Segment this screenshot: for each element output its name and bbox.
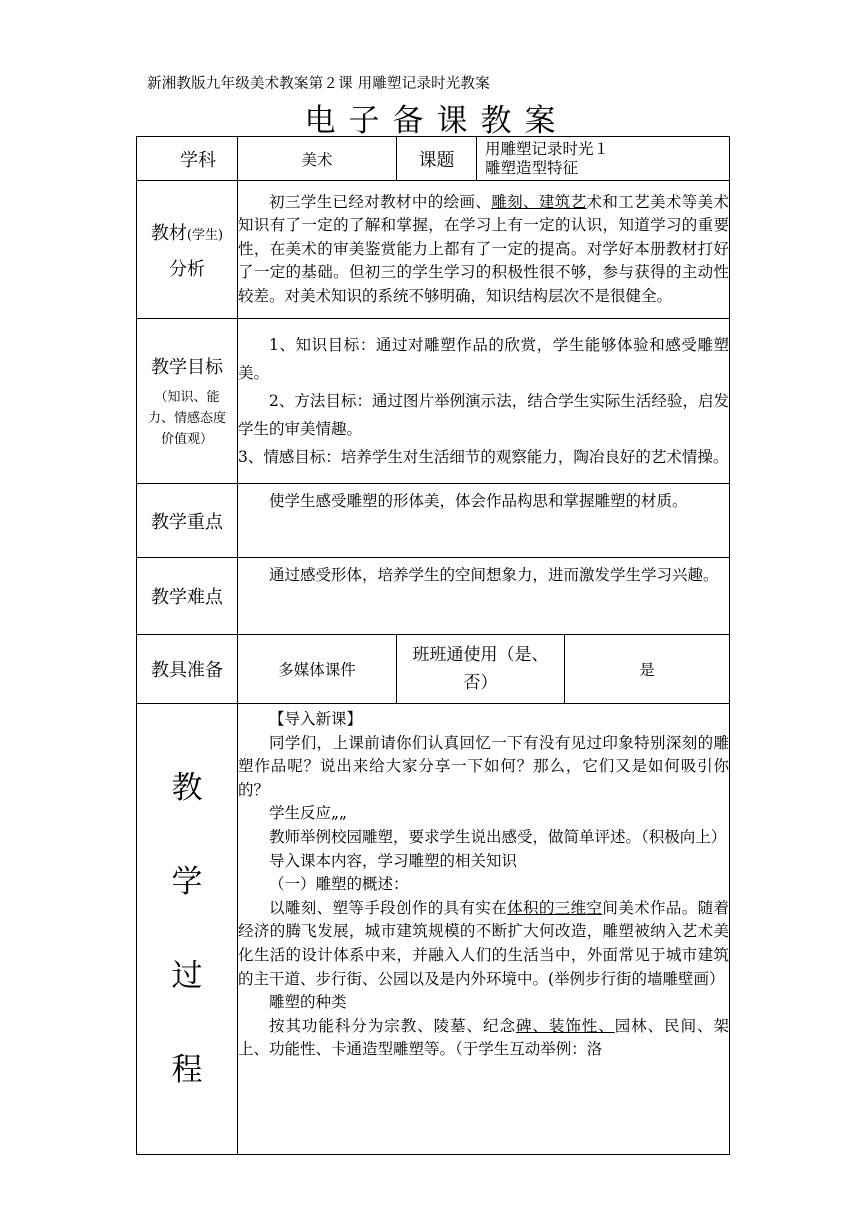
process-paragraph-2: 学生反应„„ [269, 804, 348, 823]
smart-board-label: 班班通使用（是、否） [397, 635, 565, 704]
process-paragraph-3: 教师举例校园雕塑，要求学生说出感受，做简单评述。（积极向上） [269, 827, 727, 846]
difficulty-paragraph: 通过感受形体，培养学生的空间想象力，进而激发学生学习兴趣。 [269, 566, 719, 584]
teaching-difficulty-row [137, 558, 730, 635]
subject-value: 美术 [238, 137, 397, 181]
running-header: 新湘教版九年级美术教案第２课 用雕塑记录时光教案 [147, 76, 490, 92]
teaching-goals-row [137, 319, 730, 484]
focus-paragraph: 使学生感受雕塑的形体美，体会作品构思和掌握雕塑的材质。 [269, 492, 688, 510]
goals-note-2: 力、情感态度 [147, 410, 226, 426]
goals-note-3: 价值观） [160, 431, 213, 447]
teaching-focus-row [137, 484, 730, 558]
document-title: 电子备课教案 [304, 103, 569, 139]
intro-heading: 【导入新课】 [269, 710, 363, 728]
process-char-2: 学 [171, 864, 203, 900]
process-paragraph-1: 同学们，上课前请你们认真回忆一下有没有见过印象特别深刻的雕塑作品呢？说出来给大家分享一下如何？那么，它们又是如何吸引你的？ [238, 733, 730, 799]
p8-underlined: 碑、装饰性、 [515, 1016, 615, 1035]
goals-label [137, 319, 238, 484]
process-char-1: 教 [171, 770, 203, 806]
material-text-underlined: 雕刻、建筑艺 [491, 192, 587, 211]
goals-note-1: （知识、能 [154, 389, 220, 405]
material-paragraph [238, 191, 729, 309]
material-analysis-text [238, 181, 730, 319]
focus-text [238, 484, 730, 558]
process-paragraph-8 [238, 1015, 729, 1062]
material-label-main: 教材 [150, 222, 187, 244]
process-paragraph-6 [238, 897, 729, 991]
topic-label: 课题 [397, 137, 477, 181]
p6-part-b: 间美术作品。随着经济的腾飞发展，城市建筑规模的不断扩大何改造，雕塑被纳入艺术美化生活的设计体系中来，并融入人们的生活当中，外面常见于城市建筑的主干道、步行街、公园以及是内外环境中。(举例步行街的墙雕壁画） [238, 898, 730, 988]
process-char-3: 过 [171, 958, 203, 994]
goals-text [238, 319, 730, 484]
process-char-4: 程 [171, 1052, 203, 1088]
material-text-part1: 初三学生已经对教材中的绘画、 [269, 192, 492, 211]
lesson-plan-table [136, 136, 730, 1155]
process-text [238, 704, 730, 1155]
goals-label-main: 教学目标 [151, 356, 223, 378]
material-analysis-row [137, 181, 730, 319]
p8-part-b: 园林、民间、架上、功能性、卡通造型雕塑等。（于学生互动举例：洛 [238, 1016, 729, 1059]
teaching-process-row [137, 704, 730, 1155]
topic-line-2: 雕塑造型特征 [485, 158, 579, 177]
difficulty-text [238, 558, 730, 635]
process-paragraph-5: （一）雕塑的概述： [269, 875, 409, 894]
process-paragraph-4: 导入课本内容，学习雕塑的相关知识 [269, 851, 518, 870]
goal-1: 1、知识目标：通过对雕塑作品的欣赏，学生能够体验和感受雕塑美。 [238, 336, 730, 382]
material-label [137, 181, 238, 319]
difficulty-label: 教学难点 [137, 558, 238, 635]
focus-label: 教学重点 [137, 484, 238, 558]
p6-part-a: 以雕刻、塑等手段创作的具有实在 [269, 898, 508, 917]
p6-underlined: 体积的三维空 [507, 898, 603, 917]
goal-3: 3、情感目标：培养学生对生活细节的观察能力，陶冶良好的艺术情操。 [238, 448, 729, 466]
tools-label: 教具准备 [137, 635, 238, 704]
subject-label: 学科 [137, 137, 238, 181]
topic-line-1: 用雕塑记录时光１ [485, 139, 610, 158]
material-text-part2: 术和工艺美术等美术知识有了一定的了解和掌握，在学习上有一定的认识，知道学习的重要性，在美术的审美鉴赏能力上都有了一定的提高。对学好本册教材打好了一定的基础。但初三的学生学习的积极性很不够，参与获得的主动性较差。对美术知识的系统不够明确，知识结构层次不是很健全。 [238, 192, 730, 305]
material-label-paren: (学生) [186, 227, 224, 243]
subject-row [137, 137, 730, 181]
process-label [137, 704, 238, 1155]
tools-value: 多媒体课件 [238, 635, 397, 704]
goals-label-note [137, 387, 237, 450]
p8-part-a: 按其功能科分为宗教、陵墓、纪念 [269, 1016, 516, 1035]
goal-2: 2、方法目标：通过图片举例演示法，结合学生实际生活经验，启发学生的审美情趣。 [238, 392, 730, 438]
material-label-sub: 分析 [169, 258, 205, 280]
topic-value [477, 137, 730, 181]
teaching-tools-row [137, 635, 730, 704]
smart-board-value: 是 [565, 635, 730, 704]
process-paragraph-7: 雕塑的种类 [269, 993, 347, 1012]
